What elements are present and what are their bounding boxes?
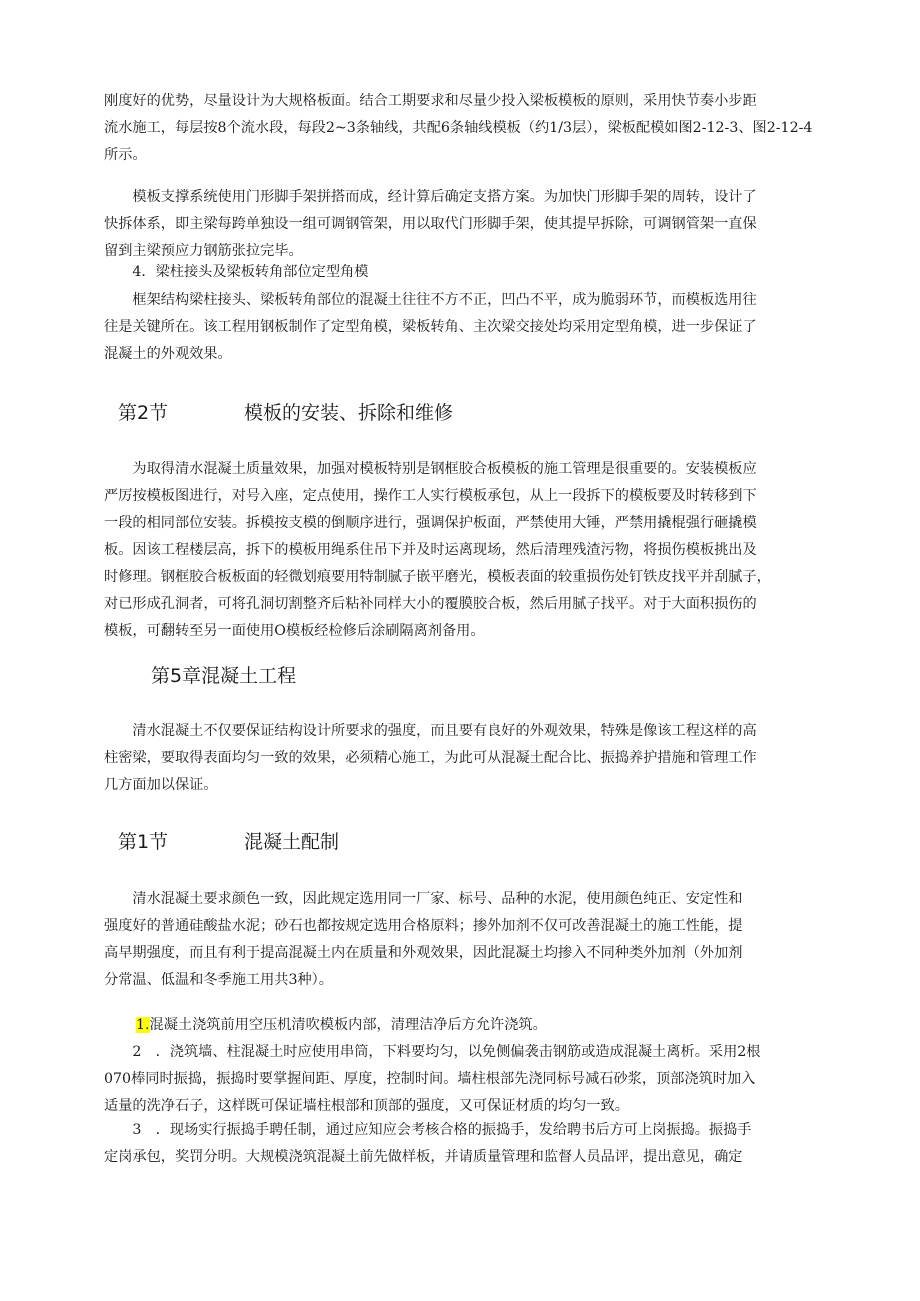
- text-line: 清水混凝土要求颜色一致，因此规定选用同一厂家、标号、品种的水泥，使用颜色纯正、安定性和: [104, 891, 743, 907]
- item-2: [104, 1039, 816, 1120]
- paragraph-mix-design: [104, 886, 816, 994]
- text-line: 刚度好的优势，尽量设计为大规格板面。结合工期要求和尽量少投入梁板模板的原则，采用快节奏小步距: [104, 93, 757, 109]
- text-line: 所示。: [104, 147, 147, 163]
- text-line: 板。因该工程楼层高，拆下的模板用绳系住吊下并及时运离现场，然后清理残渣污物，将损伤模板挑出及: [104, 542, 757, 558]
- section-title: 混凝土配制: [244, 831, 340, 853]
- paragraph-support-system: [104, 184, 816, 265]
- chapter-5-heading: [151, 663, 296, 689]
- highlighted-item-number: 1.: [136, 1017, 150, 1033]
- text-line: 框架结构梁柱接头、梁板转角部位的混凝土往往不方不正，凹凸不平，成为脆弱环节，而模板选用往: [104, 292, 757, 308]
- text-line: 时修理。钢框胶合板板面的轻微划痕要用特制腻子嵌平磨光，模板表面的较重损伤处钉铁皮找平并刮腻子，: [104, 569, 771, 585]
- section-number: 第1节: [118, 831, 169, 853]
- section-number: 第2节: [118, 402, 169, 424]
- text-line: 070棒同时振捣，振捣时要掌握间距、厚度，控制时间。墙柱根部先浇同标号减石砂浆，顶部浇筑时加入: [104, 1071, 756, 1087]
- text-line: 分常温、低温和冬季施工用共3种）。: [104, 972, 333, 988]
- paragraph-corner-forms: [104, 287, 816, 368]
- text-line: 严厉按模板图进行，对号入座，定点使用，操作工人实行模板承包，从上一段拆下的模板要及时转移到下: [104, 488, 757, 504]
- text-line: 3 ．现场实行振捣手聘任制，通过应知应会考核合格的振捣手，发给聘书后方可上岗振捣。振捣手: [104, 1122, 752, 1138]
- item-text: 混凝土浇筑前用空压机清吹模板内部，清理洁净后方允许浇筑。: [149, 1017, 547, 1033]
- item-1: [136, 1012, 816, 1039]
- text-line: 4．梁柱接头及梁板转角部位定型角模: [104, 264, 369, 280]
- text-line: 适量的洗净石子，这样既可保证墙柱根部和顶部的强度，又可保证材质的均匀一致。: [104, 1098, 629, 1114]
- paragraph-clear-concrete: [104, 718, 816, 799]
- text-line: 流水施工，每层按8个流水段，每段2~3条轴线，共配6条轴线模板（约1/3层），梁板配模如图2-12-3、图2-12-4: [104, 120, 813, 136]
- text-line: 清水混凝土不仅要保证结构设计所要求的强度，而且要有良好的外观效果，特殊是像该工程这样的高: [104, 723, 757, 739]
- text-line: [136, 1012, 816, 1039]
- section-1-heading: [118, 829, 340, 855]
- paragraph-formwork-design: [104, 88, 816, 169]
- text-line: 定岗承包，奖罚分明。大规模浇筑混凝土前先做样板，并请质量管理和监督人员品评，提出意见，确定: [104, 1149, 743, 1165]
- text-line: 柱密梁，要取得表面均匀一致的效果，必须精心施工，为此可从混凝土配合比、振捣养护措施和管理工作: [104, 750, 757, 766]
- text-line: 2 ．浇筑墙、柱混凝土时应使用串筒，下料要均匀，以免侧偏袭击钢筋或造成混凝土离析。采用2根: [104, 1044, 761, 1060]
- text-line: 快拆体系，即主梁每跨单独设一组可调钢管架，用以取代门形脚手架，使其提早拆除，可调钢管架一直保: [104, 216, 757, 232]
- paragraph-install-remove: [104, 456, 816, 645]
- text-line: 一段的相同部位安装。拆模按支模的倒顺序进行，强调保护板面，严禁使用大锤，严禁用撬棍强行砸撬模: [104, 515, 757, 531]
- text-line: 几方面加以保证。: [104, 777, 218, 793]
- section-title: 模板的安装、拆除和维修: [244, 402, 454, 424]
- item-4-heading: [104, 259, 816, 286]
- text-line: 模板支撑系统使用门形脚手架拼搭而成，经计算后确定支搭方案。为加快门形脚手架的周转，设计了: [104, 189, 757, 205]
- text-line: 模板，可翻转至另一面使用O模板经检修后涂刷隔离剂备用。: [104, 623, 485, 639]
- text-line: 对已形成孔洞者，可将孔洞切割整齐后粘补同样大小的覆膜胶合板，然后用腻子找平。对于大面积损伤的: [104, 596, 757, 612]
- text-line: 往是关键所在。该工程用钢板制作了定型角模，梁板转角、主次梁交接处均采用定型角模，进一步保证了: [104, 319, 757, 335]
- text-line: 高早期强度，而且有利于提高混凝土内在质量和外观效果，因此混凝土均掺入不同种类外加剂（外加剂: [104, 945, 743, 961]
- section-2-heading: [118, 400, 454, 426]
- text-line: 混凝土的外观效果。: [104, 346, 232, 362]
- text-line: 为取得清水混凝土质量效果，加强对模板特别是钢框胶合板模板的施工管理是很重要的。安装模板应: [104, 461, 757, 477]
- chapter-title: 第5章混凝土工程: [151, 665, 297, 687]
- text-line: 强度好的普通硅酸盐水泥；砂石也都按规定选用合格原料；掺外加剂不仅可改善混凝土的施工性能，提: [104, 918, 743, 934]
- text-line: 留到主梁预应力钢筋张拉完毕。: [104, 243, 303, 259]
- item-3: [104, 1117, 816, 1171]
